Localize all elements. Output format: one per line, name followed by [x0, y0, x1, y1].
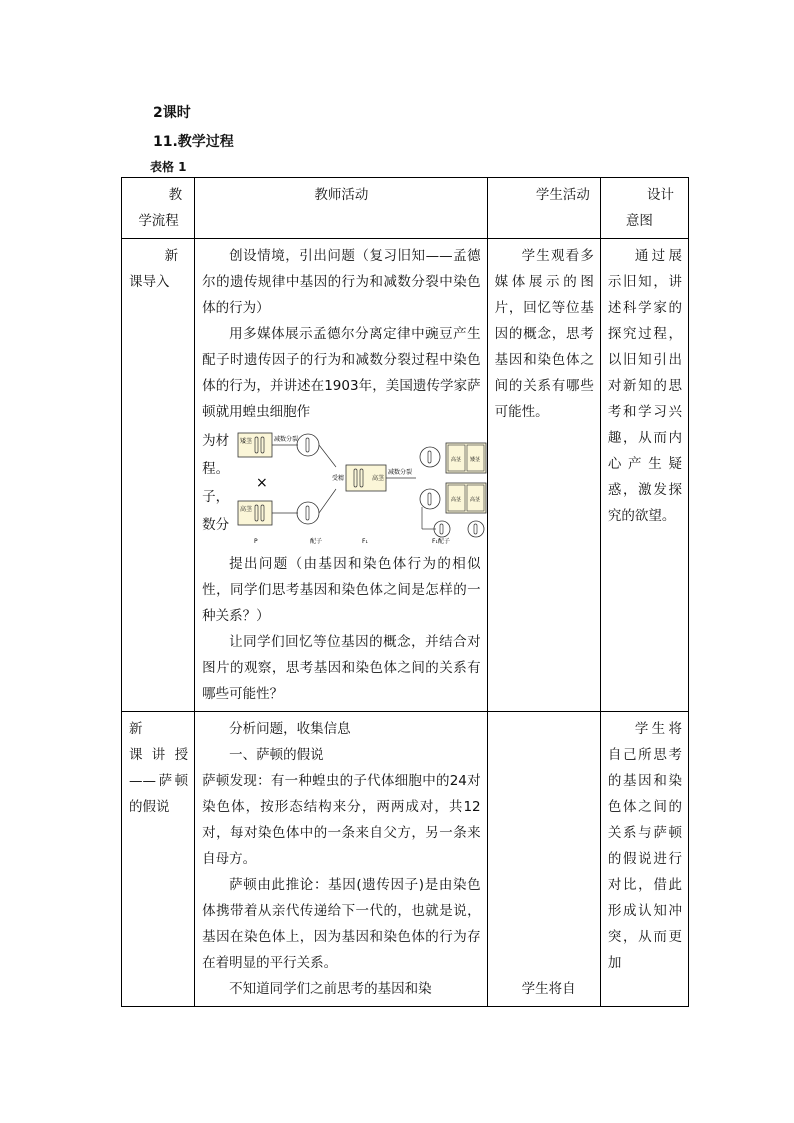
svg-text:矮茎: 矮茎	[470, 457, 481, 463]
svg-text:高茎: 高茎	[372, 475, 385, 482]
svg-text:高茎: 高茎	[451, 497, 462, 503]
mendel-chromosome-figure: 为材 程。 子， 数分 矮茎 减数分裂 × 高茎 受精 高茎 减数分裂 高茎 矮茎 高茎 高茎 P 配子 F₁ F₁配子	[202, 427, 481, 547]
header-stage: 教 学流程	[122, 178, 195, 239]
svg-text:减数分裂: 减数分裂	[388, 469, 413, 476]
student-activity-cell: 学生观看多媒体展示的图片，回忆等位基因的概念，思考基因和染色体之间的关系有哪些可能性。	[487, 239, 600, 712]
header-student-activity: 学生活动	[487, 178, 600, 239]
svg-text:F₁: F₁	[362, 538, 368, 545]
svg-text:P: P	[254, 538, 258, 545]
stage-cell: 新 课讲授——萨顿的假说	[122, 712, 195, 1007]
student-activity-cell: 学生将自	[487, 712, 600, 1007]
teaching-process-table	[121, 177, 689, 1007]
svg-text:受精: 受精	[332, 475, 345, 482]
svg-text:高茎: 高茎	[451, 457, 462, 463]
svg-text:矮茎: 矮茎	[240, 438, 253, 445]
svg-text:×: ×	[256, 475, 268, 491]
design-intent-cell: 学生将自己所思考的基因和染色体之间的关系与萨顿的假说进行对比，借此形成认知冲突，从而更加	[600, 712, 688, 1007]
svg-text:F₁配子: F₁配子	[432, 538, 450, 545]
table-row	[122, 712, 689, 1007]
table-header-row	[122, 178, 689, 239]
svg-text:高茎: 高茎	[470, 497, 481, 503]
header-design-intent: 设计 意图	[600, 178, 688, 239]
header-teacher-activity: 教师活动	[195, 178, 488, 239]
svg-text:高茎: 高茎	[240, 506, 253, 513]
table-row	[122, 239, 689, 712]
section-title: 11.教学过程	[153, 134, 234, 150]
svg-text:减数分裂: 减数分裂	[274, 436, 299, 443]
teacher-activity-cell: 创设情境，引出问题（复习旧知——孟德尔的遗传规律中基因的行为和减数分裂中染色体的行为） 用多媒体展示孟德尔分离定律中豌豆产生配子时遗传因子的行为和减数分裂过程中染色体的行为，并讲述在1903年，美国遗传学家萨顿就用蝗虫细胞作 为材 程。 子， 数分 矮茎 减数分裂 × 高茎 受精 高茎 减数分裂 高茎 矮茎 高茎 高茎 P 配子 F₁ F₁配子 提出问题（由基因和染色体行为的相似性，同学们思考基因和染色体之间是怎样的一种关系？） 让同学们回忆等位基因的概念，并结合对图片的观察，思考基因和染色体之间的关系有哪些可能性？	[195, 239, 488, 712]
period-label: 2课时	[153, 105, 191, 121]
design-intent-cell: 通过展示旧知，讲述科学家的探究过程，以旧知引出对新知的思考和学习兴趣，从而内心产生疑惑，激发探究的欲望。	[600, 239, 688, 712]
table-caption: 表格 1	[150, 160, 187, 174]
segregation-diagram	[236, 427, 488, 545]
teacher-activity-cell: 分析问题，收集信息 一、萨顿的假说 萨顿发现：有一种蝗虫的子代体细胞中的24对染色体，按形态结构来分，两两成对，共12对，每对染色体中的一条来自父方，另一条来自母方。 萨顿由此推论：基因(遗传因子)是由染色体携带着从亲代传递给下一代的，也就是说，基因在染色体上，因为基因和染色体的行为存在着明显的平行关系。 不知道同学们之前思考的基因和染	[195, 712, 488, 1007]
stage-cell: 新 课导入	[122, 239, 195, 712]
svg-text:配子: 配子	[310, 538, 323, 545]
